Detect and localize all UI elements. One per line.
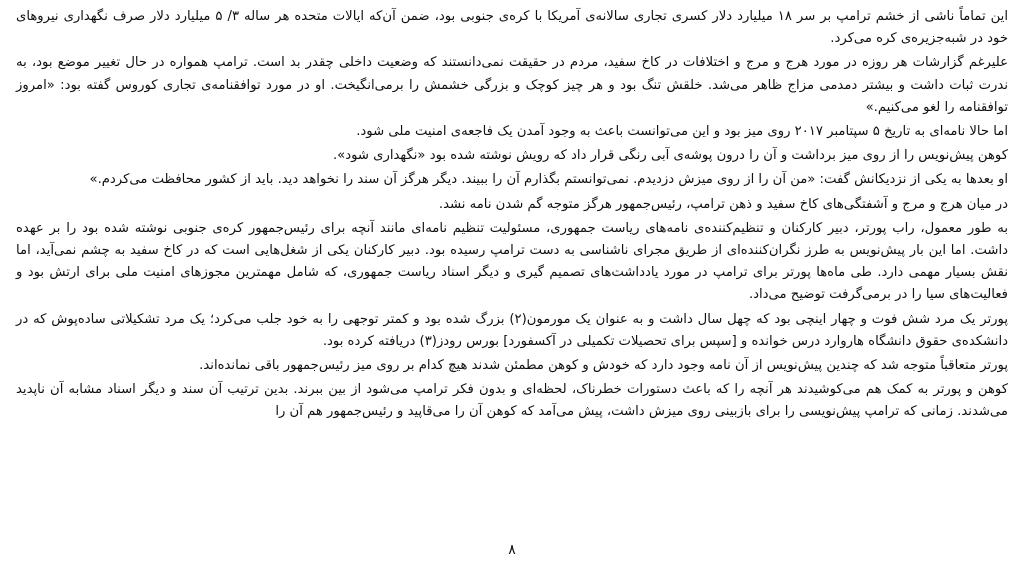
paragraph-10: کوهن و پورتر به کمک هم می‌کوشیدند هر آنچه را که باعث دستورات خطرناک، لحظه‌ای و بدون فکر ترامپ می‌شود از بین ببرند. بدین ترتیب آن سند و دیگر اسناد مشابه آن ناپدید می‌شدند. زمانی که ترامپ پیش‌نویسی را برای بازبینی روی میزش داشت، پیش می‌آمد که کوهن آن را می‌قاپید و رئیس‌جمهور هم آن را [16, 382, 1008, 420]
page-number: ۸ [508, 542, 516, 558]
paragraph-3: اما حالا نامه‌ای به تاریخ ۵ سپتامبر ۲۰۱۷ روی میز بود و این می‌توانست باعث به وجود آمدن یک فاجعه‌ی امنیت ملی شود. [356, 124, 1008, 140]
paragraph-9: پورتر متعاقباً متوجه شد که چندین پیش‌نویس از آن نامه وجود دارد که خودش و کوهن مطمئن شدند هیچ کدام بر روی میز رئیس‌جمهور باقی نمانده‌اند. [199, 358, 1008, 374]
page-body [16, 6, 1008, 424]
paragraph-7: به طور معمول، راب پورتر، دبیر کارکنان و تنظیم‌کننده‌ی نامه‌های ریاست جمهوری، مسئولیت تنظیم نامه‌ای مانند آنچه برای رئیس‌جمهور کره‌ی جنوبی نوشته شده بود را بر عهده داشت. اما این بار پیش‌نویس به طرز نگران‌کننده‌ای از طریق مجرای ناشناسی به دست ترامپ رسیده بود. دبیر کارکنان یکی از شغل‌هایی است که در کاخ سفید به چشم نمی‌آید، اما نقش بسیار مهمی دارد. طی ماه‌ها پورتر برای ترامپ در مورد یادداشت‌های تصمیم گیری و دیگر اسناد ریاست جمهوری، که شامل مهمترین مجوزهای امنیت ملی برای ارتش بود و فعالیت‌های سیا را در برمی‌گرفت توضیح می‌داد. [16, 220, 1008, 303]
paragraph-4: کوهن پیش‌نویس را از روی میز برداشت و آن را درون پوشه‌ی آبی رنگی قرار داد که رویش نوشته شده بود «نگهداری شود». [332, 148, 1008, 164]
paragraph-8: پورتر یک مرد شش فوت و چهار اینچی بود که چهل سال داشت و به عنوان یک مورمون(۲) بزرگ شده بود و کمتر توجهی را به خود جلب می‌کرد؛ یک مرد تشکیلاتی ساده‌پوش که در دانشکده‌ی حقوق دانشگاه هاروارد درس خوانده و [سپس برای تحصیلات تکمیلی در آکسفورد] بورس رودز(۳) دریافته کرده بود. [16, 311, 1008, 349]
paragraph-6: در میان هرج و مرج و آشفتگی‌های کاخ سفید و ذهن ترامپ، رئیس‌جمهور هرگز متوجه گم شدن نامه نشد. [438, 196, 1008, 212]
paragraph-5: او بعدها به یکی از نزدیکانش گفت: «من آن را از روی میزش دزدیدم. نمی‌توانستم بگذارم آن را ببیند. دیگر هرگز آن سند را نخواهد دید. باید از کشور محافظت می‌کردم.» [89, 172, 1008, 188]
paragraph-2: علیرغم گزارشات هر روزه در مورد هرج و مرج و اختلافات در کاخ سفید، مردم در حقیقت نمی‌دانستند که وضعیت داخلی چقدر بد است. ترامپ همواره در حال تغییر موضع بود، به ندرت ثبات داشت و بیشتر دمدمی مزاج ظاهر می‌شد. خلقش تنگ بود و هر چیز کوچک و بزرگی خشمش را برمی‌انگیخت. او در مورد توافقنامه‌ی تجاری کوروس گفته بود: «امروز توافقنامه را لغو می‌کنیم.» [16, 55, 1008, 115]
paragraph-1: این تماماً ناشی از خشم ترامپ بر سر ۱۸ میلیارد دلار کسری تجاری سالانه‌ی آمریکا با کره‌ی جنوبی بود، ضمن آن‌که ایالات متحده هر ساله ۳/ ۵ میلیارد دلار صرف نگهداری نیروهای خود در شبه‌جزیره‌ی کره می‌کرد. [16, 9, 1008, 47]
